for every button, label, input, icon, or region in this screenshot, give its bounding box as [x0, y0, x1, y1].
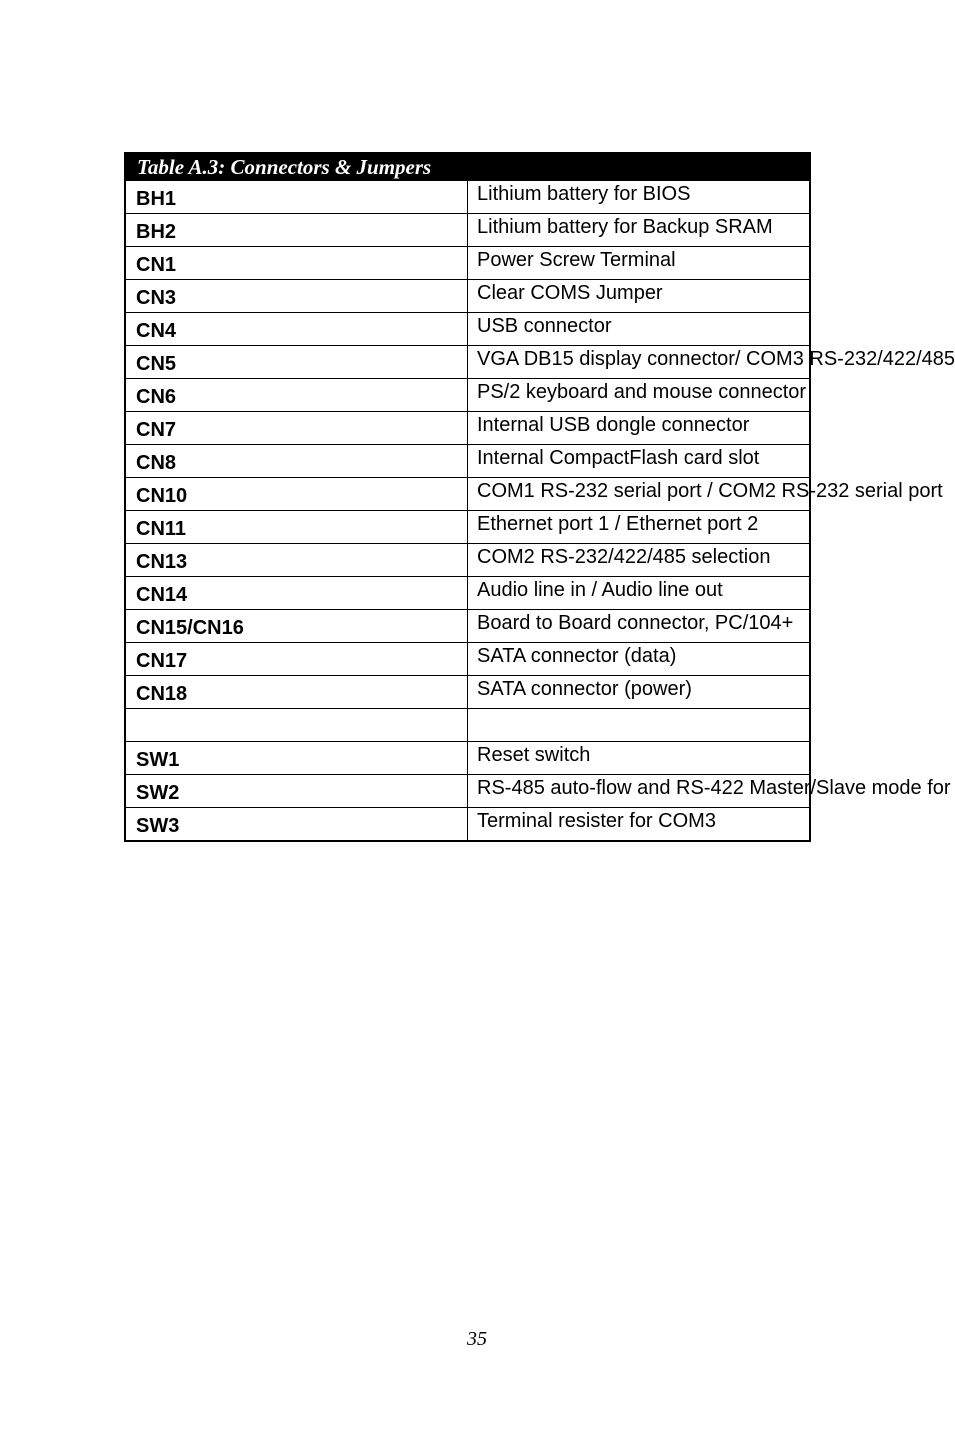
- table-row: [125, 181, 810, 214]
- table-row: [125, 379, 810, 412]
- table-title: Table A.3: Connectors & Jumpers: [125, 153, 810, 181]
- page-number: 35: [467, 1328, 487, 1350]
- connector-description-cell: RS-485 auto-flow and RS-422 Master/Slave mode for: [468, 775, 811, 808]
- connector-id-cell: CN5: [125, 346, 468, 379]
- table-row: [125, 808, 810, 841]
- connector-id-cell: CN18: [125, 676, 468, 709]
- table-row: [125, 742, 810, 775]
- connector-description-cell: Audio line in / Audio line out: [468, 577, 811, 610]
- table-row: [125, 280, 810, 313]
- table-row: [125, 214, 810, 247]
- table-row: [125, 247, 810, 280]
- table-title-row: [125, 153, 810, 181]
- connector-id-cell: CN1: [125, 247, 468, 280]
- connector-id-cell: CN3: [125, 280, 468, 313]
- connector-id-cell: CN10: [125, 478, 468, 511]
- connector-description-cell: Ethernet port 1 / Ethernet port 2: [468, 511, 811, 544]
- connector-id-cell: CN11: [125, 511, 468, 544]
- connector-id-cell: CN7: [125, 412, 468, 445]
- connector-id-cell: SW1: [125, 742, 468, 775]
- connector-description-cell: SATA connector (data): [468, 643, 811, 676]
- table-row: [125, 676, 810, 709]
- table-row: [125, 313, 810, 346]
- table-row: [125, 544, 810, 577]
- table-row: [125, 412, 810, 445]
- connector-id-cell: CN4: [125, 313, 468, 346]
- connector-description-cell: [468, 709, 811, 742]
- connector-description-cell: Internal CompactFlash card slot: [468, 445, 811, 478]
- table-row: [125, 478, 810, 511]
- connector-id-cell: CN8: [125, 445, 468, 478]
- table-row: [125, 577, 810, 610]
- table-row: [125, 709, 810, 742]
- table-body: [125, 153, 955, 841]
- connector-id-cell: CN6: [125, 379, 468, 412]
- connector-description-cell: COM2 RS-232/422/485 selection: [468, 544, 811, 577]
- connector-id-cell: [125, 709, 468, 742]
- connector-description-cell: SATA connector (power): [468, 676, 811, 709]
- connector-id-cell: CN15/CN16: [125, 610, 468, 643]
- table-row: [125, 346, 810, 379]
- connector-description-cell: Reset switch: [468, 742, 811, 775]
- table-row: [125, 775, 810, 808]
- connector-description-cell: Clear COMS Jumper: [468, 280, 811, 313]
- connector-description-cell: PS/2 keyboard and mouse connector: [468, 379, 811, 412]
- connector-description-cell: Terminal resister for COM3: [468, 808, 811, 841]
- connector-id-cell: SW2: [125, 775, 468, 808]
- connector-description-cell: COM1 RS-232 serial port / COM2 RS-232 serial port: [468, 478, 811, 511]
- connector-description-cell: USB connector: [468, 313, 811, 346]
- connector-description-cell: VGA DB15 display connector/ COM3 RS-232/422/485: [468, 346, 811, 379]
- connector-id-cell: BH2: [125, 214, 468, 247]
- table-row: [125, 643, 810, 676]
- connector-description-cell: Lithium battery for Backup SRAM: [468, 214, 811, 247]
- connector-description-cell: Internal USB dongle connector: [468, 412, 811, 445]
- table-row: [125, 610, 810, 643]
- connector-id-cell: SW3: [125, 808, 468, 841]
- connector-description-cell: Lithium battery for BIOS: [468, 181, 811, 214]
- connectors-jumpers-table: [124, 152, 955, 842]
- connector-id-cell: CN13: [125, 544, 468, 577]
- table-row: [125, 445, 810, 478]
- connector-id-cell: CN14: [125, 577, 468, 610]
- connector-description-cell: Power Screw Terminal: [468, 247, 811, 280]
- table-row: [125, 511, 810, 544]
- connector-description-cell: Board to Board connector, PC/104+: [468, 610, 811, 643]
- connector-id-cell: CN17: [125, 643, 468, 676]
- connector-id-cell: BH1: [125, 181, 468, 214]
